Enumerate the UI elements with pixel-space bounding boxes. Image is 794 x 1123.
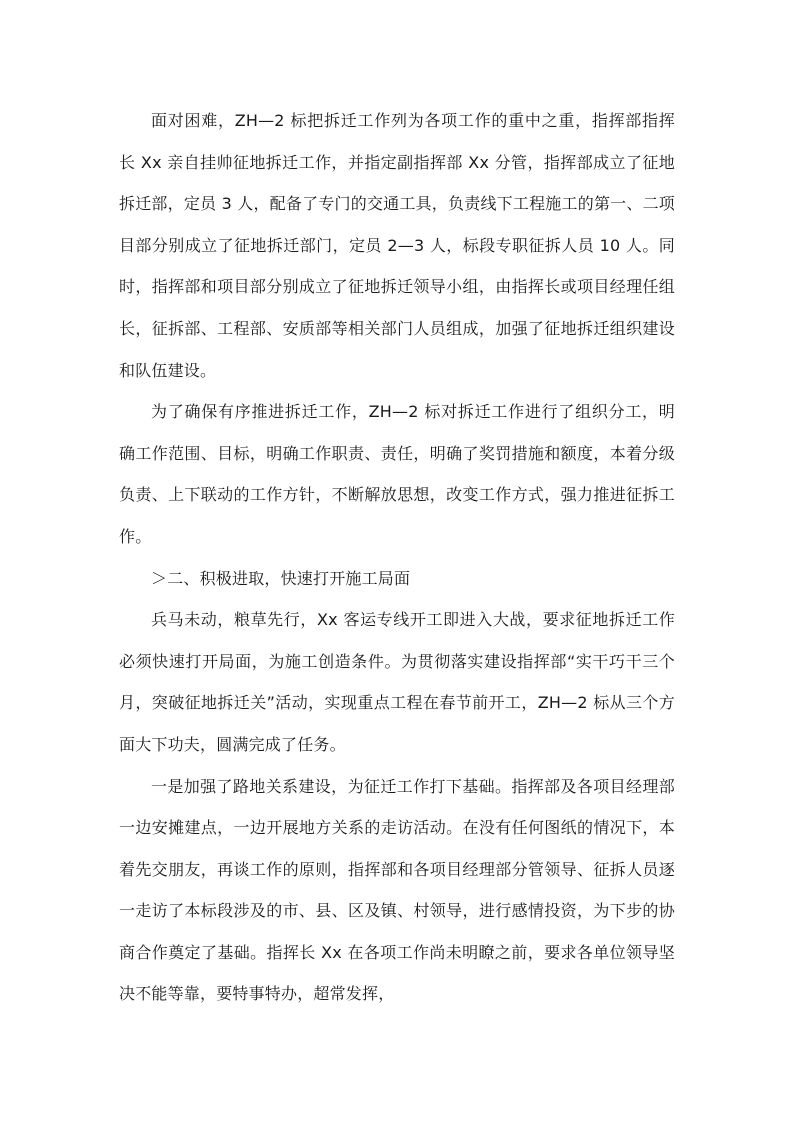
paragraph-open-situation: 兵马未动，粮草先行，Xx 客运专线开工即进入大战，要求征地拆迁工作必须快速打开局面，为施工创造条件。为贯彻落实建设指挥部“实干巧干三个月，突破征地拆迁关”活动，实现重点工程在春节前开工，ZH—2 标从三个方面大下功夫，圆满完成了任务。 xyxy=(119,610,675,754)
paragraph-organization: 面对困难，ZH—2 标把拆迁工作列为各项工作的重中之重，指挥部指挥长 Xx 亲自挂帅征地拆迁工作，并指定副指挥部 Xx 分管，指挥部成立了征地拆迁部，定员 3 人，配备了专门的交通工具，负责线下工程施工的第一、二项目部分别成立了征地拆迁部门，定员 2—3 人，标段专职征拆人员 10 人。同时，指挥部和项目部分别成立了征地拆迁领导小组，由指挥长或项目经理任组长，征拆部、工程部、安质部等相关部门人员组成，加强了征地拆迁组织建设和队伍建设。 xyxy=(119,111,675,380)
document-body xyxy=(119,100,675,1015)
paragraph-road-relations: 一是加强了路地关系建设，为征迁工作打下基础。指挥部及各项目经理部一边安摊建点，一边开展地方关系的走访活动。在没有任何图纸的情况下，本着先交朋友，再谈工作的原则，指挥部和各项目经理部分管领导、征拆人员逐一走访了本标段涉及的市、县、区及镇、村领导，进行感情投资，为下步的协商合作奠定了基础。指挥长 Xx 在各项工作尚未明瞭之前，要求各单位领导坚决不能等靠，要特事特办，超常发挥， xyxy=(119,776,675,1004)
section-heading-two: ＞二、积极进取，快速打开施工局面 xyxy=(151,568,411,588)
paragraph-division-of-labor: 为了确保有序推进拆迁工作，ZH—2 标对拆迁工作进行了组织分工，明确工作范围、目标，明确工作职责、责任，明确了奖罚措施和额度，本着分级负责、上下联动的工作方针，不断解放思想，改变工作方式，强力推进征拆工作。 xyxy=(119,402,675,546)
